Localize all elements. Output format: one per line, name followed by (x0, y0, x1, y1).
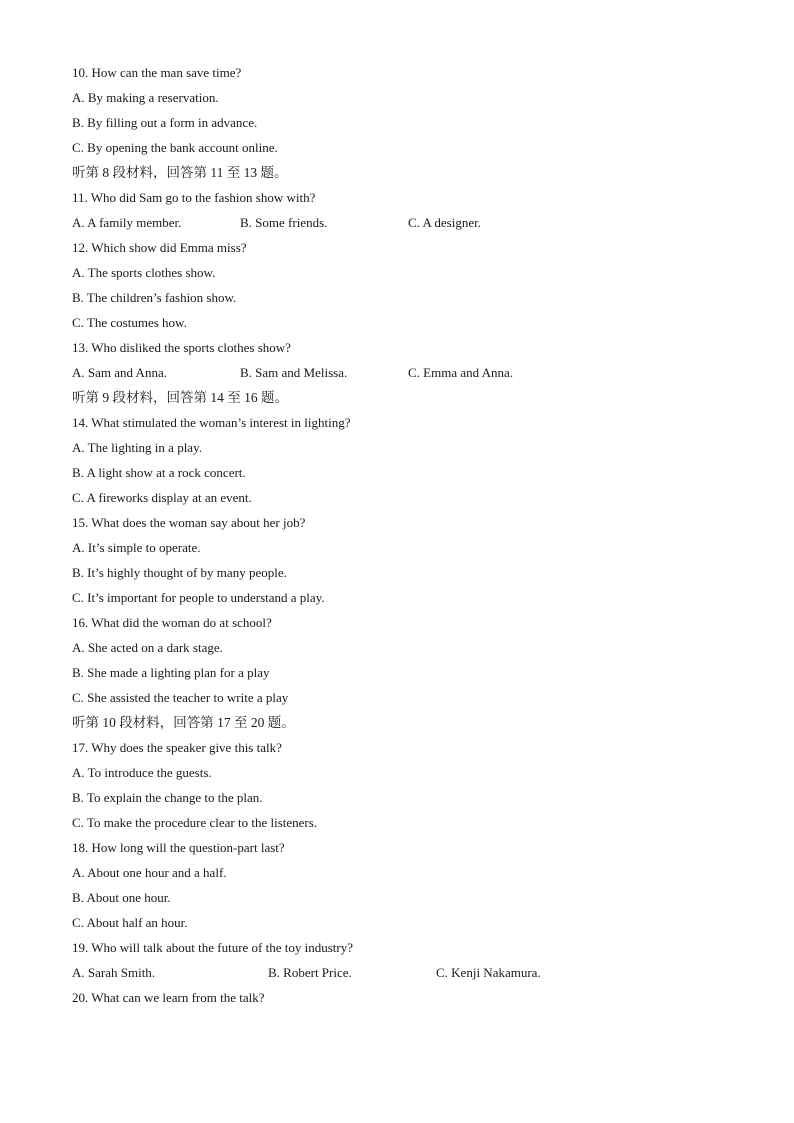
q19-options-row (72, 964, 732, 989)
q13-options-row (72, 364, 732, 389)
question-12: 12. Which show did Emma miss? (72, 240, 247, 255)
section-8-instruction: 听第 8 段材料，回答第 11 至 13 题。 (72, 165, 288, 180)
q17-option-a: A. To introduce the guests. (72, 765, 212, 780)
question-16: 16. What did the woman do at school? (72, 615, 272, 630)
section-10-instruction: 听第 10 段材料，回答第 17 至 20 题。 (72, 715, 295, 730)
question-20: 20. What can we learn from the talk? (72, 990, 265, 1005)
q15-option-c: C. It’s important for people to understand a play. (72, 590, 325, 605)
question-19: 19. Who will talk about the future of the toy industry? (72, 940, 354, 955)
q16-option-a: A. She acted on a dark stage. (72, 640, 223, 655)
section-9-instruction: 听第 9 段材料，回答第 14 至 16 题。 (72, 390, 288, 405)
q15-option-b: B. It’s highly thought of by many people. (72, 565, 287, 580)
q18-option-b: B. About one hour. (72, 890, 171, 905)
q12-option-a: A. The sports clothes show. (72, 265, 216, 280)
q11-option-a: A. A family member. (72, 215, 182, 230)
q14-option-b: B. A light show at a rock concert. (72, 465, 246, 480)
q13-option-b: B. Sam and Melissa. (240, 365, 348, 380)
question-17: 17. Why does the speaker give this talk? (72, 740, 282, 755)
q16-option-c: C. She assisted the teacher to write a play (72, 690, 289, 705)
question-15: 15. What does the woman say about her job? (72, 515, 306, 530)
q19-option-a: A. Sarah Smith. (72, 965, 156, 980)
q15-option-a: A. It’s simple to operate. (72, 540, 201, 555)
q16-option-b: B. She made a lighting plan for a play (72, 665, 270, 680)
question-13: 13. Who disliked the sports clothes show? (72, 340, 291, 355)
question-10: 10. How can the man save time? (72, 65, 242, 80)
q10-option-b: B. By filling out a form in advance. (72, 115, 258, 130)
question-18: 18. How long will the question-part last? (72, 840, 285, 855)
q10-option-a: A. By making a reservation. (72, 90, 219, 105)
q18-option-c: C. About half an hour. (72, 915, 188, 930)
q18-option-a: A. About one hour and a half. (72, 865, 227, 880)
q19-option-b: B. Robert Price. (268, 965, 352, 980)
q14-option-c: C. A fireworks display at an event. (72, 490, 252, 505)
question-14: 14. What stimulated the woman’s interest in lighting? (72, 415, 351, 430)
q11-option-c: C. A designer. (408, 215, 481, 230)
q14-option-a: A. The lighting in a play. (72, 440, 202, 455)
q12-option-b: B. The children’s fashion show. (72, 290, 237, 305)
q17-option-c: C. To make the procedure clear to the listeners. (72, 815, 318, 830)
q11-options-row (72, 214, 732, 239)
exam-page (72, 64, 732, 1014)
q12-option-c: C. The costumes how. (72, 315, 187, 330)
q11-option-b: B. Some friends. (240, 215, 328, 230)
q17-option-b: B. To explain the change to the plan. (72, 790, 263, 805)
q13-option-c: C. Emma and Anna. (408, 365, 514, 380)
q13-option-a: A. Sam and Anna. (72, 365, 167, 380)
q10-option-c: C. By opening the bank account online. (72, 140, 278, 155)
q19-option-c: C. Kenji Nakamura. (436, 965, 541, 980)
question-11: 11. Who did Sam go to the fashion show with? (72, 190, 316, 205)
